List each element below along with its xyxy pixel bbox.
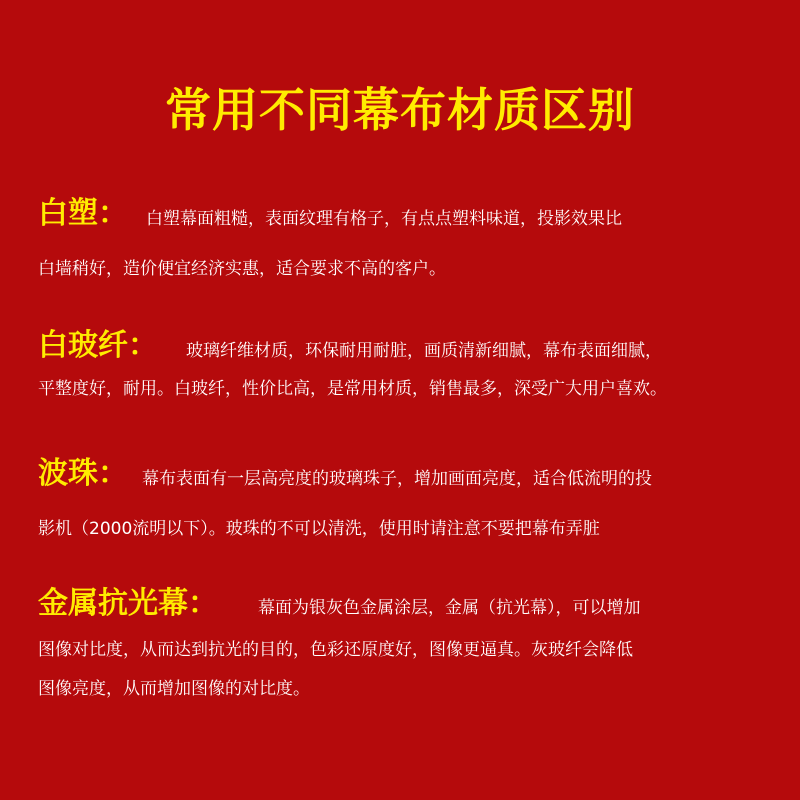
term-metal-ambient-light-rejecting: 金属抗光幕： [38,586,218,621]
term-glass-beads: 波珠： [38,456,128,491]
page-title: 常用不同幕布材质区别 [165,83,635,137]
description-line: 平整度好，耐用。白玻纤，性价比高，是常用材质，销售最多，深受广大用户喜欢。 [38,379,667,399]
description-line: 影机（2000流明以下）。玻珠的不可以清洗，使用时请注意不要把幕布弄脏 [38,519,600,539]
term-white-fiberglass: 白玻纤： [38,328,158,363]
description-line: 图像对比度，从而达到抗光的目的，色彩还原度好，图像更逼真。灰玻纤会降低 [38,640,633,660]
term-white-plastic: 白塑： [38,196,128,231]
description-line: 幕面为银灰色金属涂层，金属（抗光幕），可以增加 [258,598,641,618]
description-line: 图像亮度，从而增加图像的对比度。 [38,679,310,699]
description-line: 白墙稍好，造价便宜经济实惠，适合要求不高的客户。 [38,259,446,279]
description-line: 幕布表面有一层高亮度的玻璃珠子，增加画面亮度，适合低流明的投 [142,469,652,489]
description-line: 白塑幕面粗糙，表面纹理有格子，有点点塑料味道，投影效果比 [146,209,622,229]
description-line: 玻璃纤维材质，环保耐用耐脏，画质清新细腻，幕布表面细腻， [186,341,662,361]
